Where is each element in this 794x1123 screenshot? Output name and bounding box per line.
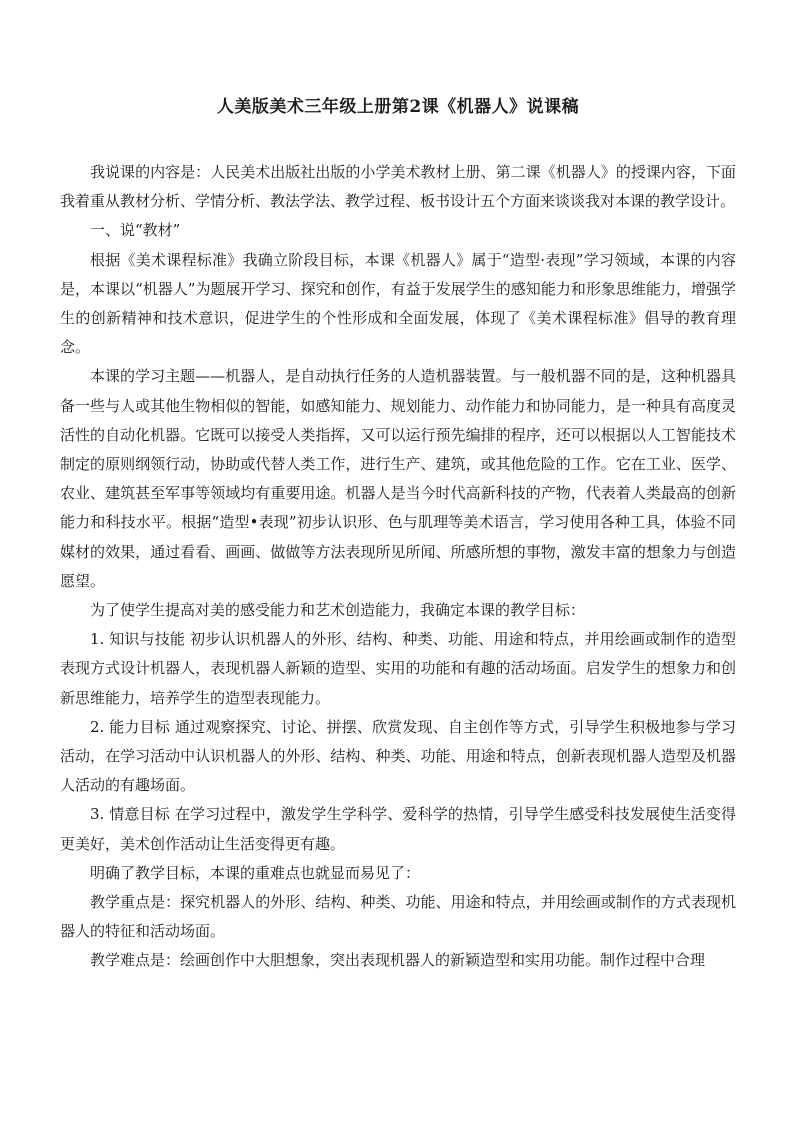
paragraph-goal-ability: 2. 能力目标 通过观察探究、讨论、拼摆、欣赏发现、自主创作等方式，引导学生积极地参与学习活动，在学习活动中认识机器人的外形、结构、种类、功能、用途和特点，创新表现机器人造型及机器人活动的有趣场面。 xyxy=(60,717,736,795)
paragraph-teaching-focus: 教学重点是：探究机器人的外形、结构、种类、功能、用途和特点，并用绘画或制作的方式表现机器人的特征和活动场面。 xyxy=(60,893,736,941)
document-title: 人美版美术三年级上册第2课《机器人》说课稿 xyxy=(216,97,580,117)
paragraph-goal-emotion: 3. 情意目标 在学习过程中，激发学生学科学、爱科学的热情，引导学生感受科技发展使生活变得更美好，美术创作活动让生活变得更有趣。 xyxy=(60,805,736,853)
paragraph-robot-theme: 本课的学习主题——机器人，是自动执行任务的人造机器装置。与一般机器不同的是，这种机器具备一些与人或其他生物相似的智能，如感知能力、规划能力、动作能力和协同能力，是一种具有高度灵活性的自动化机器。它既可以接受人类指挥，又可以运行预先编排的程序，还可以根据以人工智能技术制定的原则纲领行动，协助或代替人类工作，进行生产、建筑，或其他危险的工作。它在工业、医学、农业、建筑甚至军事等领域均有重要用途。机器人是当今时代高新科技的产物，代表着人类最高的创新能力和科技水平。根据“造型•表现”初步认识形、色与肌理等美术语言，学习使用各种工具，体验不同媒材的效果，通过看看、画画、做做等方法表现所见所闻、所感所想的事物，激发丰富的想象力与创造愿望。 xyxy=(60,367,736,590)
section-heading-textbook: 一、说“教材” xyxy=(90,221,181,240)
paragraph-intro: 我说课的内容是：人民美术出版社出版的小学美术教材上册、第二课《机器人》的授课内容，下面我着重从教材分析、学情分析、教法学法、教学过程、板书设计五个方面来谈谈我对本课的教学设计。 xyxy=(60,163,736,211)
paragraph-curriculum: 根据《美术课程标准》我确立阶段目标，本课《机器人》属于“造型·表现”学习领域，本课的内容是，本课以“机器人”为题展开学习、探究和创作，有益于发展学生的感知能力和形象思维能力，增强学生的创新精神和技术意识，促进学生的个性形成和全面发展，体现了《美术课程标准》倡导的教育理念。 xyxy=(60,250,736,357)
paragraph-goal-knowledge: 1. 知识与技能 初步认识机器人的外形、结构、种类、功能、用途和特点，并用绘画或制作的造型表现方式设计机器人，表现机器人新颖的造型、实用的功能和有趣的活动场面。启发学生的想象力和创新思维能力，培养学生的造型表现能力。 xyxy=(60,630,736,707)
paragraph-teaching-difficulty: 教学难点是：绘画创作中大胆想象，突出表现机器人的新颖造型和实用功能。制作过程中合理 xyxy=(90,951,706,970)
paragraph-goals-intro: 为了使学生提高对美的感受能力和艺术创造能力，我确定本课的教学目标： xyxy=(90,601,586,620)
paragraph-key-points-intro: 明确了教学目标，本课的重难点也就显而易见了： xyxy=(90,863,421,882)
document-page xyxy=(60,96,736,976)
